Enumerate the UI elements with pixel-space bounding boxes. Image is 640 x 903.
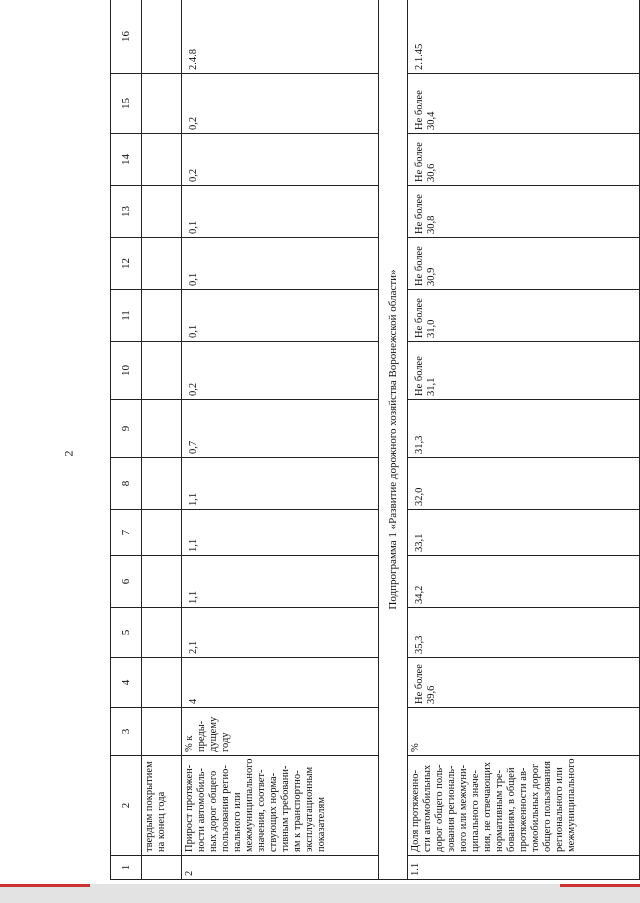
table-cell: Не более 30,6 [407,134,639,186]
table-cell [142,238,181,290]
col-header: 15 [111,74,142,134]
table-cell [142,510,181,556]
col-header: 5 [111,608,142,658]
table-cell: 35,3 [407,608,639,658]
table-cell: 2.1.45 [407,0,639,74]
table-cell: 2 [181,856,378,880]
table-cell: Доля протяженно-сти автомобильных дорог общего поль-зования региональ-ного или межмуни-ципального значе-ния, не отвечающих нормативным тре-бованиям, в общей протяженности ав-томобильных дорог общего пользования регионального или межмуниципального [407,756,639,856]
subprogram-title: Подпрограмма 1 «Развитие дорожного хозяйства Воронежской области» [378,0,407,880]
table-cell: 31,3 [407,400,639,458]
subprogram-row [378,0,407,880]
table-cell [142,458,181,510]
table-cell: Не более 39,6 [407,658,639,708]
table-cell: 4 [181,658,378,708]
table-cell: % [407,708,639,756]
table-cell: 0,2 [181,74,378,134]
col-header: 12 [111,238,142,290]
table-cell: 33,1 [407,510,639,556]
table-cell: 0,2 [181,342,378,400]
col-header: 4 [111,658,142,708]
table-cell: 1,1 [181,510,378,556]
table-cell: Не более 31,1 [407,342,639,400]
table-cell: 0,7 [181,400,378,458]
col-header: 2 [111,756,142,856]
col-header: 9 [111,400,142,458]
indicators-table [110,0,640,880]
col-header: 7 [111,510,142,556]
table-cell: 0,1 [181,186,378,238]
table-cell: 32,0 [407,458,639,510]
table-cell [142,856,181,880]
table-cell [142,708,181,756]
rotated-table-wrapper [110,31,640,880]
table-cell: Не более 31,0 [407,290,639,342]
table-cell: твердым покрытием на конец года [142,756,181,856]
table-cell: 2.4.8 [181,0,378,74]
scan-edge-mark [560,884,640,887]
table-cell [142,658,181,708]
col-header: 6 [111,556,142,608]
table-cell [142,186,181,238]
table-cell [142,556,181,608]
col-header: 8 [111,458,142,510]
table-cell: Не более 30,9 [407,238,639,290]
scan-bottom-edge [0,884,640,903]
table-row [142,0,181,880]
table-cell: 0,2 [181,134,378,186]
table-cell: 0,1 [181,290,378,342]
table-cell: 0,1 [181,238,378,290]
table-cell: % к преды-дущему году [181,708,378,756]
page-number: 2 [61,450,76,457]
table-cell: Прирост протяжен-ности автомобиль-ных дорог общего пользования регио-нального или межмуниципального значения, соответ-ствующих норма-тивным требовани-ям к транспортно-эксплуатационным показателям [181,756,378,856]
col-header: 3 [111,708,142,756]
col-header: 10 [111,342,142,400]
table-cell [142,342,181,400]
table-row [407,0,639,880]
header-row [111,0,142,880]
table-row [181,0,378,880]
col-header: 1 [111,856,142,880]
table-cell [142,134,181,186]
table-cell [142,290,181,342]
col-header: 11 [111,290,142,342]
table-cell: 34,2 [407,556,639,608]
table-cell: Не более 30,8 [407,186,639,238]
table-cell: 2,1 [181,608,378,658]
col-header: 13 [111,186,142,238]
table-cell: 1,1 [181,556,378,608]
col-header: 14 [111,134,142,186]
table-cell: 1.1 [407,856,639,880]
table-cell [142,0,181,74]
table-cell: Не более 30,4 [407,74,639,134]
table-cell [142,74,181,134]
scan-edge-mark [0,884,90,887]
table-cell [142,400,181,458]
col-header: 16 [111,0,142,74]
table-cell [142,608,181,658]
table-cell: 1,1 [181,458,378,510]
